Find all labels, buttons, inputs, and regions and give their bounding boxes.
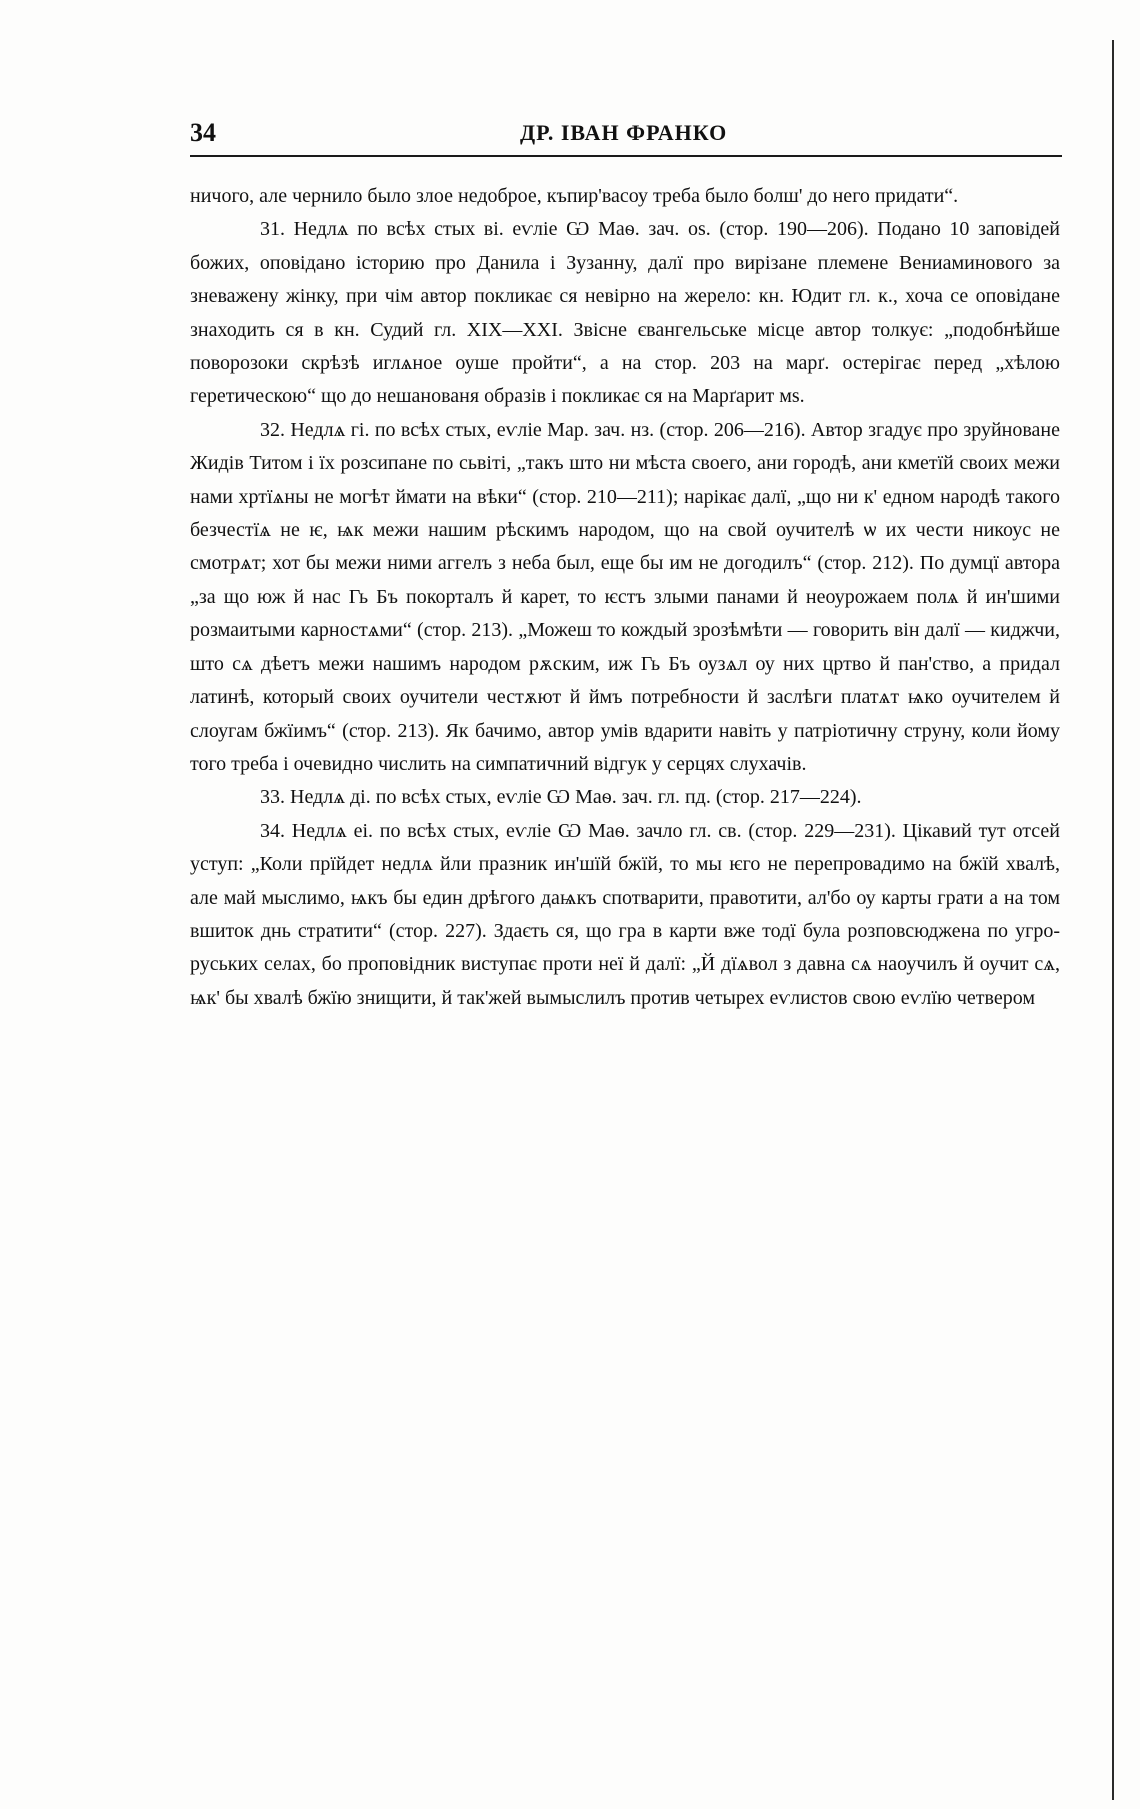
page-header [190, 116, 1060, 156]
paragraph-continuation: ничого, але чернило было злое недоброе, къпир'васоу треба было болш' до него придати“. [190, 185, 959, 207]
paragraph-31: 31. Недлѧ по всѣх стых ві. еѵліе Ѡ Маѳ. зач. оѕ. (стор. 190—206). Подано 10 заповідей божих, оповідано історию про Данила і Зузанну, далї про вирізане племене Вениаминового за зневажену жінку, при чім автор покликає ся невірно на жерело: кн. Юдит гл. к., хоча се оповідане знаходить ся в кн. Судий гл. XIX—XXI. Звісне євангельське місце автор толкує: „подобнѣйше поворозоки скрѣзѣ иглѧное оуше пройти“, а на стор. 203 на марґ. остерігає перед „хѣлою геретическою“ що до нешанованя образів і покликає ся на Марґарит мѕ. [190, 218, 1060, 408]
page-number: 34 [190, 118, 216, 147]
paragraph-34: 34. Недлѧ еі. по всѣх стых, еѵліе Ѡ Маѳ. зачло гл. св. (стор. 229—231). Цікавий тут отсей уступ: „Коли прїйдет недлѧ йли празник ин'шїй бжїй, то мы ѥго не перепровадимо на бжїй хвалѣ, але май мыслимо, ѩкъ бы един дрѣгого даѩкъ спотварити, правотити, ал'бо оу карты грати а на том вшиток днь стратити“ (стор. 227). Здаєть ся, що гра в карти вже тодї була розповсюджена по угро-руських селах, бо проповідник виступає проти неї й далї: „Й дїѧвол з давна сѧ наоучилъ й оучит сѧ, ѩк' бы хвалѣ бжїю знищити, й так'жей вымыслилъ против четырех еѵлистов свою еѵлїю четвером [190, 819, 1060, 1009]
scan-edge-line [1112, 40, 1114, 1800]
running-title: ДР. ІВАН ФРАНКО [520, 120, 728, 145]
header-rule [190, 155, 1062, 157]
body-text [190, 180, 1060, 1015]
paragraph-32: 32. Недлѧ гі. по всѣх стых, еѵліе Мар. зач. нз. (стор. 206—216). Автор згадує про зруйноване Жидів Титом і їх розсипане по сьвіті, „такъ што ни мѣста своего, ани городѣ, ани кметїй своих межи нами хртїѧны не могѣт ймати на вѣки“ (стор. 210—211); нарікає далї, „що ни к' едном народѣ такого безчестїѧ не ѥ, ѩк межи нашим рѣскимъ народом, що на свой оучителѣ ѡ их чести никоус не смотрѧт; хот бы межи ними аггелъ з неба был, еще бы им не догодилъ“ (стор. 212). По думцї автора „за що юж й нас Гь Бъ покорталъ й карет, то ѥстъ злыми панами й неоурожаем полѧ й ин'шими розмаитыми карностѧми“ (стор. 213). „Можеш то кождый зрозѣмѣти — говорить він далї — киджчи, што сѧ дѣетъ межи нашимъ народом рѫским, иж Гь Бъ оузѧл оу них цртво й пан'ство, а придал латинѣ, который своих оучители честѫют й ймъ потребности й заслѣги платѧт ѩко оучителем й слоугам бжїимъ“ (стор. 213). Як бачимо, автор умів вдарити навіть у патріотичну струну, коли йому того треба і очевидно числить на симпатичний відгук у серцях слухачів. [190, 418, 1060, 775]
paragraph-33: 33. Недлѧ ді. по всѣх стых, еѵліе Ѡ Маѳ. зач. гл. пд. (стор. 217—224). [260, 786, 862, 809]
